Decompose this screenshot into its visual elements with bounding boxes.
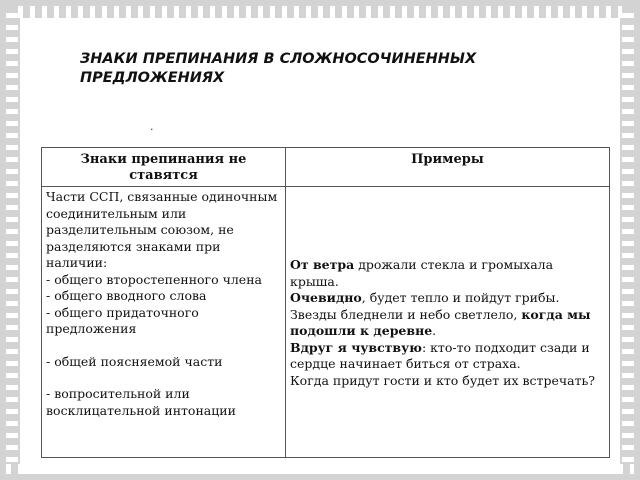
example-highlight: Очевидно — [290, 290, 362, 305]
example-text: Звезды бледнели и небо светлело, — [290, 306, 522, 322]
frame-border-right — [622, 6, 634, 474]
conditions-list — [46, 272, 281, 420]
punctuation-table — [41, 147, 610, 458]
example-item — [290, 290, 605, 307]
frame-border-left — [6, 6, 18, 474]
list-item: - вопросительной или восклицательной интонации — [46, 386, 236, 418]
example-highlight: От ветра — [290, 257, 355, 272]
example-item — [290, 373, 605, 390]
example-item — [290, 307, 605, 340]
examples-cell — [286, 187, 610, 458]
page-title: ЗНАКИ ПРЕПИНАНИЯ В СЛОЖНОСОЧИНЕННЫХ ПРЕДЛОЖЕНИЯХ — [80, 51, 477, 86]
example-text: , будет тепло и пойдут грибы. — [361, 290, 560, 305]
example-item — [290, 257, 605, 290]
table-row — [42, 187, 610, 458]
list-item: - общего второстепенного члена — [46, 271, 262, 287]
example-text: дрожали стекла и громыхала крыша. — [290, 257, 554, 289]
header-no-punctuation: Знаки препинания не ставятся — [42, 148, 286, 187]
example-text: Когда придут гости и кто будет их встречать? — [290, 372, 596, 388]
list-item: - общего вводного слова — [46, 288, 207, 303]
header-examples: Примеры — [286, 148, 610, 187]
list-item: - общего придаточного предложения — [46, 304, 199, 336]
list-spacer — [46, 370, 281, 386]
conditions-cell — [42, 187, 286, 458]
stray-dot: . — [150, 120, 154, 133]
example-highlight: Вдруг я чувствую — [290, 339, 422, 355]
list-item: - общей поясняемой части — [46, 353, 223, 369]
example-text: . — [432, 323, 437, 338]
list-spacer — [46, 338, 281, 354]
conditions-intro: Части ССП, связанные одиночным соединительным или разделительным союзом, не разделяются знаками при наличии: — [46, 189, 278, 270]
frame-border-top — [6, 6, 634, 18]
example-highlight: когда мы подошли к деревне — [290, 306, 591, 338]
example-item — [290, 340, 605, 373]
example-text: : кто-то подходит сзади и сердце начинает биться от страха. — [290, 339, 590, 371]
table-header-row — [42, 148, 610, 187]
examples-list — [290, 257, 605, 389]
